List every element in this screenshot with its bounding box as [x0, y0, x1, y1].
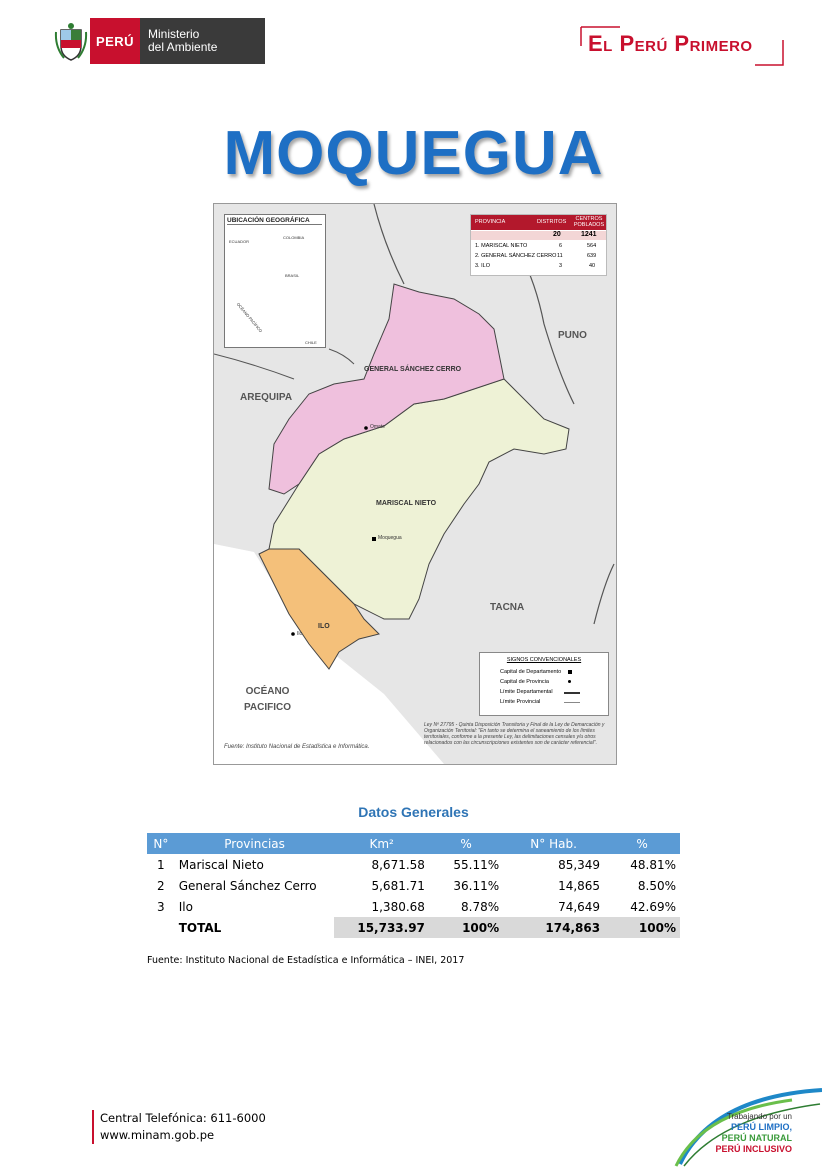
col-number: N° [147, 833, 175, 854]
inset-label-ocean: OCÉANO PACÍFICO [235, 301, 264, 334]
cell-km2: 1,380.68 [371, 899, 425, 914]
minam-logo [54, 18, 266, 64]
legend-item: Capital de Departamento [500, 669, 562, 675]
phone-number: Central Telefónica: 611-6000 [100, 1111, 266, 1125]
inset-label-colombia: COLOMBIA [283, 235, 305, 240]
table-total-row [147, 917, 680, 938]
stats-row-districts: 6 [559, 243, 563, 249]
data-source: Fuente: Instituto Nacional de Estadística e Informática – INEI, 2017 [147, 955, 465, 966]
cell-pct-population: 8.50% [637, 878, 676, 893]
ministry-line1: Ministerio [148, 27, 200, 41]
region-map [213, 203, 617, 765]
label-mariscal-nieto: MARISCAL NIETO [376, 500, 437, 507]
slogan-logo [580, 26, 784, 66]
stats-row [475, 243, 605, 249]
ministry-name [140, 18, 265, 64]
col-population: N° Hab. [503, 833, 604, 854]
col-pct-population: % [604, 833, 680, 854]
stats-row-districts: 3 [559, 263, 563, 269]
col-provinces: Provincias [175, 833, 335, 854]
stats-header-centers: CENTROS POBLADOS [573, 216, 605, 228]
cell-population: 74,649 [558, 899, 601, 914]
cell-population: 14,865 [558, 878, 601, 893]
total-km2: 15,733.97 [334, 917, 429, 938]
contact-info [92, 1110, 266, 1144]
table-header-row [147, 833, 680, 854]
campaign-logo [672, 1082, 822, 1167]
logo-line1: Trabajando por un [726, 1112, 792, 1121]
capital-ilo: Ilo [297, 631, 303, 637]
stats-total-centers: 1241 [581, 231, 597, 238]
website-link[interactable]: www.minam.gob.pe [100, 1128, 215, 1142]
cell-number: 2 [157, 878, 165, 893]
neighbor-tacna: TACNA [490, 602, 525, 613]
cell-pct-population: 42.69% [630, 899, 676, 914]
total-pct-population: 100% [604, 917, 680, 938]
legend-square-icon [568, 670, 572, 674]
cell-province: Ilo [178, 899, 193, 914]
cell-empty [147, 917, 175, 938]
table-row [147, 875, 680, 896]
col-km2: Km² [334, 833, 429, 854]
table-row [147, 896, 680, 917]
map-law-note: Ley Nº 27795 - Quinta Disposición Transitoria y Final de la Ley de Demarcación y Organización Territorial: "En tanto se determina el saneamiento de los límites territoriales, conforme a la presente Ley, las delimitaciones censales y/u otros relacionados con las circunscripciones existentes son de carácter referencial". [424, 722, 605, 746]
ocean-line2: PACIFICO [244, 702, 292, 713]
cell-province: General Sánchez Cerro [178, 878, 317, 893]
stats-row-centers: 40 [589, 263, 596, 269]
total-pct-area: 100% [429, 917, 503, 938]
neighbor-arequipa: AREQUIPA [240, 392, 293, 403]
cell-km2: 8,671.58 [371, 857, 425, 872]
capital-omate: Omate [370, 424, 386, 430]
cell-pct-area: 36.11% [453, 878, 500, 893]
label-general-sanchez-cerro: GENERAL SÁNCHEZ CERRO [364, 366, 462, 373]
coat-of-arms-icon [54, 22, 88, 62]
inset-label-brasil: BRASIL [285, 273, 300, 278]
label-ilo: ILO [318, 623, 330, 630]
cell-pct-population: 48.81% [630, 857, 676, 872]
page-title: MOQUEGUA [223, 119, 604, 188]
total-label: TOTAL [178, 920, 222, 935]
logo-line2: PERÚ LIMPIO, [730, 1122, 792, 1132]
cell-province: Mariscal Nieto [178, 857, 264, 872]
logo-line3: PERÚ NATURAL [721, 1133, 792, 1143]
stats-row-name: 2. GENERAL SÁNCHEZ CERRO [475, 253, 557, 259]
legend-item: Límite Departamental [500, 689, 553, 695]
stats-row-name: 3. ILO [475, 263, 490, 269]
table-row [147, 854, 680, 875]
legend-item: Capital de Provincia [500, 679, 549, 685]
legend-dot-icon [568, 680, 571, 683]
ministry-line2: del Ambiente [148, 40, 218, 54]
cell-pct-area: 8.78% [461, 899, 500, 914]
cell-number: 3 [157, 899, 165, 914]
capital-moquegua: Moquegua [378, 535, 402, 541]
inset-label-ecuador: ECUADOR [229, 239, 250, 244]
total-population: 174,863 [503, 917, 604, 938]
map-source: Fuente: Instituto Nacional de Estadística e Informática. [224, 744, 370, 750]
legend-prov-line-icon [564, 702, 580, 703]
inset-title: UBICACIÓN GEOGRÁFICA [227, 217, 322, 225]
stats-row-districts: 11 [557, 253, 563, 259]
data-section-title: Datos Generales [358, 804, 469, 820]
neighbor-puno: PUNO [558, 330, 587, 341]
legend-item: Límite Provincial [500, 699, 541, 705]
stats-row [475, 263, 605, 269]
stats-total-row [471, 231, 606, 240]
stats-row-centers: 564 [587, 243, 597, 249]
stats-header-province: PROVINCIA [475, 219, 506, 225]
location-inset [224, 214, 326, 348]
map-legend [479, 652, 609, 716]
cell-pct-area: 55.11% [453, 857, 500, 872]
cell-km2: 5,681.71 [371, 878, 425, 893]
cell-population: 85,349 [558, 857, 601, 872]
slogan-text: El Perú Primero [588, 31, 753, 56]
stats-row-name: 1. MARISCAL NIETO [475, 243, 528, 249]
legend-dept-line-icon [564, 692, 580, 694]
ocean-line1: OCÉANO [245, 686, 290, 697]
stats-row-centers: 639 [587, 253, 597, 259]
stats-row [475, 253, 605, 259]
inset-label-chile: CHILE [305, 340, 317, 345]
col-pct-area: % [429, 833, 503, 854]
peru-label: PERÚ [90, 18, 140, 64]
ocean-label [244, 684, 291, 716]
legend-title: SIGNOS CONVENCIONALES [506, 657, 582, 663]
stats-total-districts: 20 [553, 231, 561, 238]
logo-line4: PERÚ INCLUSIVO [715, 1144, 792, 1154]
cell-number: 1 [157, 857, 165, 872]
stats-header-districts: DISTRITOS [537, 219, 567, 225]
general-data-table [147, 833, 680, 938]
province-stats-table [470, 214, 607, 276]
province-stats-header [471, 215, 606, 230]
